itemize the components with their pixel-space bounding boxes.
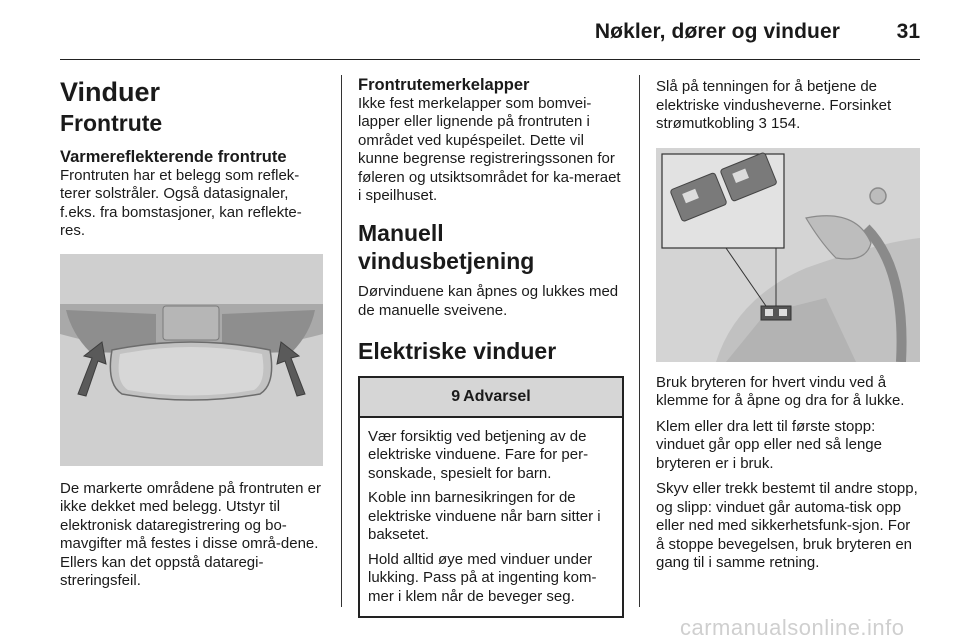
paragraph-switch-usage: Bruk bryteren for hvert vindu ved å klemme for å åpne og dra for å lukke. xyxy=(656,373,905,409)
topic-heading-frontrutemerkelapper: Frontrutemerkelapper xyxy=(358,76,530,94)
column-2 xyxy=(358,68,624,618)
window-switch-diagram xyxy=(656,148,920,362)
column-1 xyxy=(60,68,325,591)
mirror-diagram xyxy=(60,254,323,466)
warning-box xyxy=(358,376,624,619)
warning-paragraph-3: Hold alltid øye med vinduer under lukking. Pass på at ingenting kom-mer i klem når de beveger seg. xyxy=(368,550,597,605)
warning-icon: 9 xyxy=(451,387,461,405)
paragraph-labels: Ikke fest merkelapper som bomvei-lapper eller lignende på frontruten i området ved kupéspeilet. Dette vil kunne begrense registreringssonen for føleren og utsiktsområdet for ka-meraet i speilhuset. xyxy=(358,94,621,205)
paragraph-coating: Frontruten har et belegg som reflek-terer solstråler. Også datasignaler, f.eks. fra bomstasjoner, kan reflekte-res. xyxy=(60,166,302,240)
subsection-heading-manuell: Manuell vindusbetjening xyxy=(358,219,535,274)
column-divider-2 xyxy=(639,75,640,607)
section-heading-vinduer: Vinduer xyxy=(60,77,161,107)
mirror-illustration xyxy=(60,254,323,466)
watermark: carmanualsonline.info xyxy=(680,615,905,640)
subsection-heading-frontrute: Frontrute xyxy=(60,110,163,137)
warning-body xyxy=(360,418,622,617)
header-rule xyxy=(60,59,920,60)
paragraph-second-stop: Skyv eller trekk bestemt til andre stopp, og slipp: vinduet går automa-tisk opp eller ned med sikkerhetsfunk-sjon. For å stoppe bevegelsen, bruk bryteren en gang til i samme retning. xyxy=(656,480,918,571)
paragraph-first-stop: Klem eller dra lett til første stopp: vinduet går opp eller ned så lenge bryteren er i bruk. xyxy=(656,417,882,472)
topic-heading-varmereflekterende: Varmereflekterende frontrute xyxy=(60,147,287,166)
subsection-heading-elektriske: Elektriske vinduer xyxy=(358,338,557,365)
page-header-title: Nøkler, dører og vinduer xyxy=(594,20,840,43)
warning-title: Advarsel xyxy=(463,387,531,405)
paragraph-marked-areas: De markerte områdene på frontruten er ikke dekket med belegg. Utstyr til elektronisk dataregistrering og bo-mavgifter må festes i disse områ-dene. Ellers kan det oppstå dataregi-streringsfeil. xyxy=(60,479,321,590)
column-divider-1 xyxy=(341,75,342,607)
paragraph-ignition: Slå på tenningen for å betjene de elektriske vindusheverne. Forsinket strømutkobling 3 154. xyxy=(656,78,892,132)
warning-paragraph-2: Koble inn barnesikringen for de elektriske vinduene når barn sitter i baksetet. xyxy=(368,489,601,544)
page-number: 31 xyxy=(896,20,920,43)
warning-paragraph-1: Vær forsiktig ved betjening av de elektriske vinduene. Fare for per-sonskade, spesielt for barn. xyxy=(368,427,589,482)
paragraph-manual: Dørvinduene kan åpnes og lukkes med de manuelle sveivene. xyxy=(358,283,619,319)
warning-header xyxy=(360,378,622,418)
column-3 xyxy=(656,68,922,573)
window-switch-illustration xyxy=(656,148,920,362)
